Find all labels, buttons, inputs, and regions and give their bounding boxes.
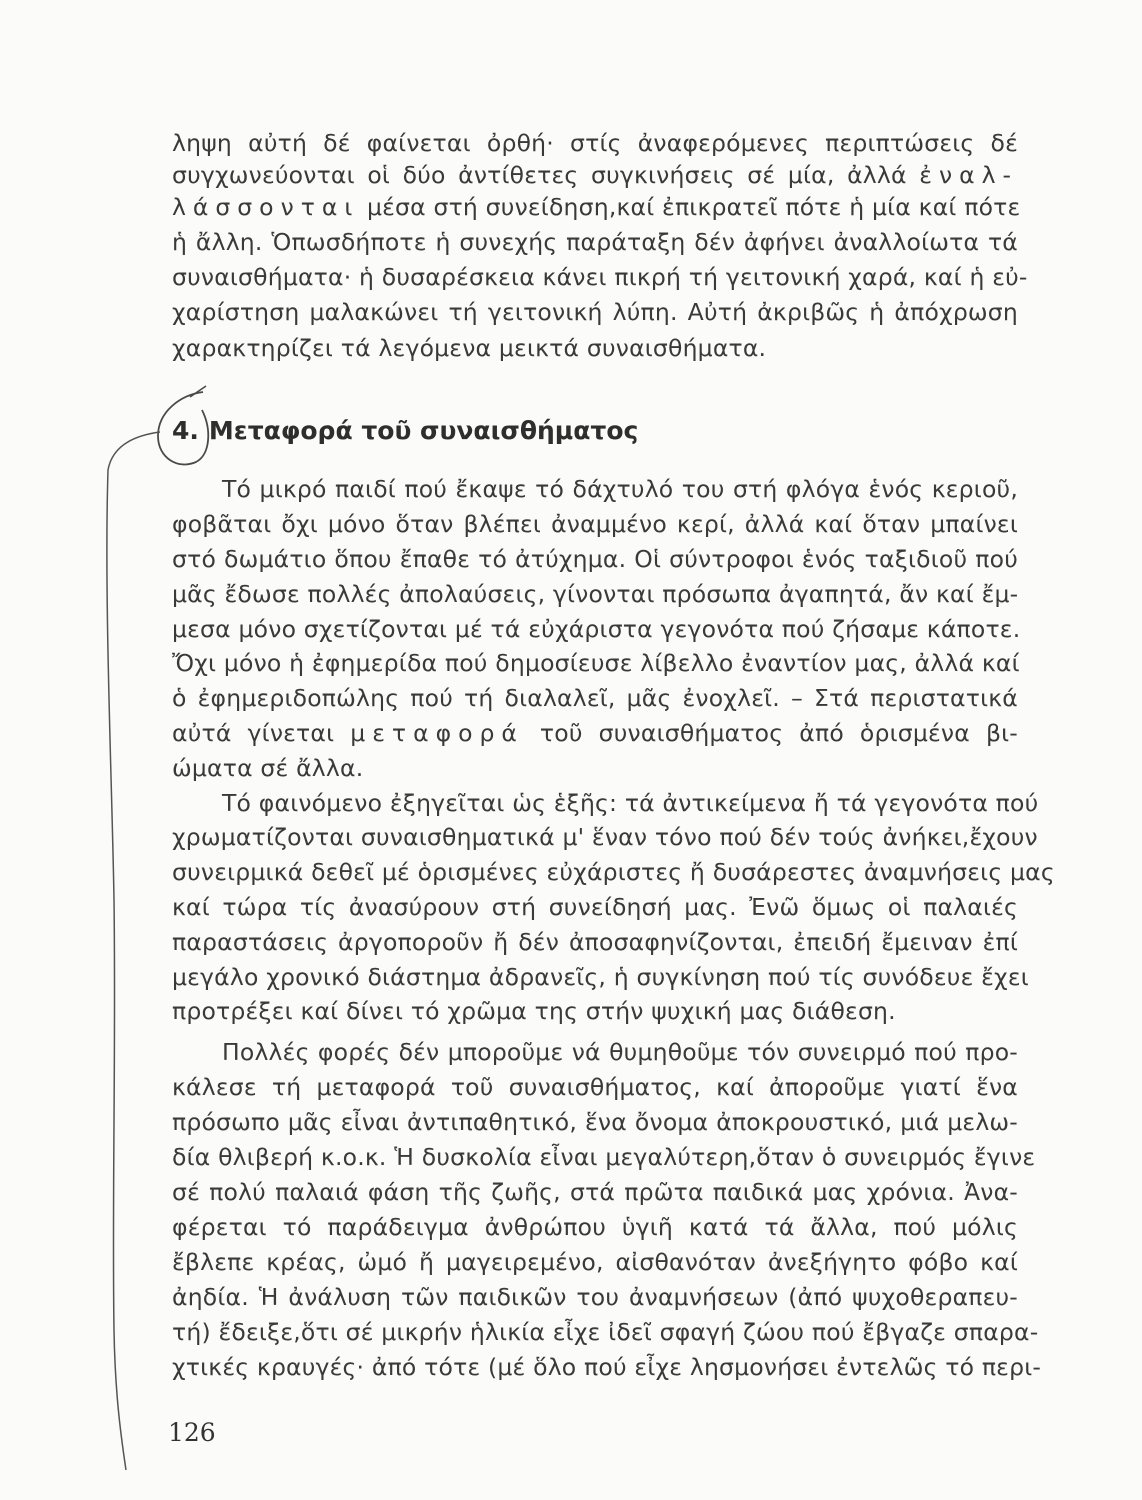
text-line: μεσα μόνο σχετίζονται μέ τά εὐχάριστα γεγονότα πού ζήσαμε κάποτε. bbox=[172, 615, 1021, 643]
text-span: συγχωνεύονται οἱ δύο ἀντίθετες συγκινήσεις σέ μία, ἀλλά bbox=[172, 161, 907, 189]
text-line: χαρίστηση μαλακώνει τή γειτονική λύπη. Αὐτή ἀκριβῶς ἡ ἀπόχρωση bbox=[172, 298, 1018, 326]
text-line: ώματα σέ ἄλλα. bbox=[172, 754, 364, 782]
text-line: σέ πολύ παλαιά φάση τῆς ζωῆς, στά πρῶτα παιδικά μας χρόνια. Ἀνα- bbox=[172, 1178, 1018, 1206]
text-line bbox=[172, 718, 1018, 748]
text-line: καί τώρα τίς ἀνασύρουν στή συνείδησή μας. Ἐνῶ ὅμως οἱ παλαιές bbox=[172, 893, 1018, 921]
section-number: 4. bbox=[172, 416, 199, 445]
text-line: συνειρμικά δεθεῖ μέ ὁρισμένες εὐχάριστες ἤ δυσάρεστες ἀναμνήσεις μας bbox=[172, 858, 1055, 886]
spaced-text: ἐναλ- bbox=[919, 161, 1019, 189]
spaced-text: μεταφορά bbox=[350, 719, 524, 747]
text-line bbox=[172, 160, 1018, 190]
section-heading bbox=[172, 414, 638, 448]
tick-mark bbox=[190, 386, 206, 397]
text-line: παραστάσεις ἀργοποροῦν ἤ δέν ἀποσαφηνίζονται, ἐπειδή ἔμειναν ἐπί bbox=[172, 928, 1018, 956]
text-line: ἡ ἄλλη. Ὁπωσδήποτε ἡ συνεχής παράταξη δέν ἀφήνει ἀναλλοίωτα τά bbox=[172, 228, 1018, 256]
text-line: προτρέξει καί δίνει τό χρῶμα της στήν ψυχική μας διάθεση. bbox=[172, 997, 896, 1025]
text-line: Πολλές φορές δέν μποροῦμε νά θυμηθοῦμε τόν συνειρμό πού προ- bbox=[222, 1038, 1018, 1066]
text-line: Τό φαινόμενο ἐξηγεῖται ὡς ἑξῆς: τά ἀντικείμενα ἤ τά γεγονότα πού bbox=[222, 789, 1039, 817]
text-line: τή) ἔδειξε,ὅτι σέ μικρήν ἡλικία εἶχε ἰδεῖ σφαγή ζώου πού ἔβγαζε σπαρα- bbox=[172, 1318, 1039, 1346]
margin-line-mark bbox=[107, 432, 160, 1470]
text-line bbox=[172, 192, 1021, 222]
section-title: Μεταφορά τοῦ συναισθήματος bbox=[208, 416, 639, 445]
text-span: τοῦ συναισθήματος ἀπό ὁρισμένα βι- bbox=[539, 719, 1018, 747]
text-line: φέρεται τό παράδειγμα ἀνθρώπου ὑγιῆ κατά τά ἄλλα, πού μόλις bbox=[172, 1213, 1018, 1241]
text-line: στό δωμάτιο ὅπου ἔπαθε τό ἀτύχημα. Οἱ σύντροφοι ἑνός ταξιδιοῦ πού bbox=[172, 545, 1018, 573]
page-number: 126 bbox=[168, 1418, 216, 1447]
text-line: δία θλιβερή κ.ο.κ. Ἡ δυσκολία εἶναι μεγαλύτερη,ὅταν ὁ συνειρμός ἔγινε bbox=[172, 1143, 1036, 1171]
text-line: κάλεσε τή μεταφορά τοῦ συναισθήματος, καί ἀποροῦμε γιατί ἕνα bbox=[172, 1073, 1018, 1101]
text-line: Ὄχι μόνο ἡ ἐφημερίδα πού δημοσίευσε λίβελλο ἐναντίον μας, ἀλλά καί bbox=[172, 649, 1020, 677]
text-line: μεγάλο χρονικό διάστημα ἀδρανεῖς, ἡ συγκίνηση πού τίς συνόδευε ἔχει bbox=[172, 963, 1029, 991]
text-line: ληψη αὐτή δέ φαίνεται ὀρθή· στίς ἀναφερόμενες περιπτώσεις δέ bbox=[172, 129, 1018, 157]
text-span: μέσα στή συνείδηση,καί ἐπικρατεῖ πότε ἡ μία καί πότε bbox=[366, 193, 1021, 221]
text-span: αὐτά γίνεται bbox=[172, 719, 335, 747]
text-line: φοβᾶται ὄχι μόνο ὅταν βλέπει ἀναμμένο κερί, ἀλλά καί ὅταν μπαίνει bbox=[172, 510, 1018, 538]
text-line: ὁ ἐφημεριδοπώλης πού τή διαλαλεῖ, μᾶς ἐνοχλεῖ. – Στά περιστατικά bbox=[172, 684, 1018, 712]
text-line: συναισθήματα· ἡ δυσαρέσκεια κάνει πικρή τή γειτονική χαρά, καί ἡ εὐ- bbox=[172, 263, 1028, 291]
spaced-text: λάσσονται bbox=[172, 193, 360, 221]
text-line: ἀηδία. Ἡ ἀνάλυση τῶν παιδικῶν του ἀναμνήσεων (ἀπό ψυχοθεραπευ- bbox=[172, 1283, 1018, 1311]
text-line: χρωματίζονται συναισθηματικά μ' ἕναν τόνο πού δέν τούς ἀνήκει,ἔχουν bbox=[172, 823, 1038, 851]
text-line: μᾶς ἔδωσε πολλές ἀπολαύσεις, γίνονται πρόσωπα ἀγαπητά, ἄν καί ἔμ- bbox=[172, 580, 1019, 608]
text-line: Τό μικρό παιδί πού ἔκαψε τό δάχτυλό του στή φλόγα ἑνός κεριοῦ, bbox=[222, 475, 1018, 503]
text-line: ἔβλεπε κρέας, ὠμό ἤ μαγειρεμένο, αἰσθανόταν ἀνεξήγητο φόβο καί bbox=[172, 1248, 1018, 1276]
text-line: πρόσωπο μᾶς εἶναι ἀντιπαθητικό, ἕνα ὄνομα ἀποκρουστικό, μιά μελω- bbox=[172, 1108, 1018, 1136]
text-line: χαρακτηρίζει τά λεγόμενα μεικτά συναισθήματα. bbox=[172, 334, 767, 362]
text-line: χτικές κραυγές· ἀπό τότε (μέ ὅλο πού εἶχε λησμονήσει ἐντελῶς τό περι- bbox=[172, 1353, 1042, 1381]
